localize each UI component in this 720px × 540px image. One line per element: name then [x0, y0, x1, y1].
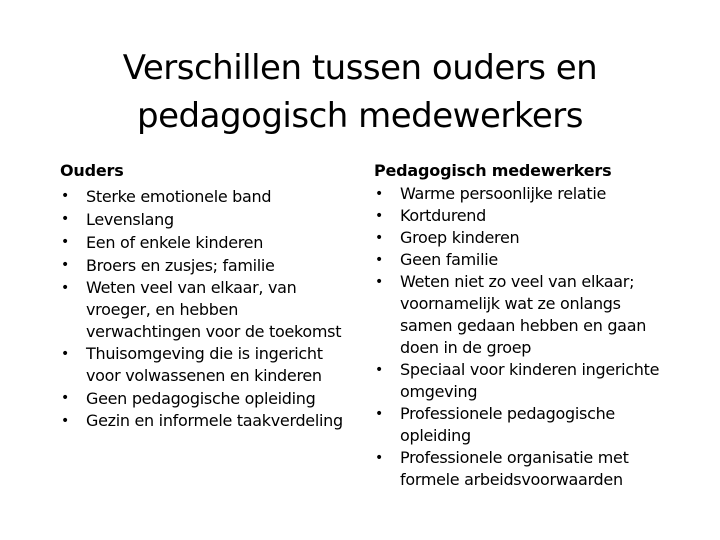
- list-item-text: Groep kinderen: [400, 228, 520, 247]
- list-item-text: Thuisomgeving die is ingericht voor volwassenen en kinderen: [86, 344, 323, 385]
- list-item: [374, 359, 674, 403]
- list-item: [60, 208, 350, 231]
- list-item: [60, 254, 350, 277]
- list-item-text: Speciaal voor kinderen ingerichte omgeving: [400, 360, 660, 401]
- list-item-text: Een of enkele kinderen: [86, 233, 264, 252]
- list-item-text: Professionele organisatie met formele arbeidsvoorwaarden: [400, 448, 629, 489]
- bullet-icon: •: [61, 413, 69, 429]
- list-item: [60, 231, 350, 254]
- list-item: [60, 277, 350, 343]
- slide-title-line-2: pedagogisch medewerkers: [137, 96, 583, 136]
- list-item: [374, 403, 674, 447]
- bullet-icon: •: [61, 280, 69, 296]
- list-item-text: Geen familie: [400, 250, 498, 269]
- list-item-text: Kortdurend: [400, 206, 487, 225]
- list-item-text: Warme persoonlijke relatie: [400, 184, 607, 203]
- ouders-column: [60, 160, 350, 432]
- slide-title: [0, 44, 720, 140]
- list-item-text: Professionele pedagogische opleiding: [400, 404, 615, 445]
- medewerkers-list: [374, 183, 674, 491]
- list-item: [374, 205, 674, 227]
- medewerkers-column: [374, 160, 674, 491]
- list-item: [60, 343, 350, 387]
- medewerkers-heading: Pedagogisch medewerkers: [374, 161, 612, 180]
- bullet-icon: •: [375, 450, 383, 466]
- list-item: [60, 387, 350, 410]
- bullet-icon: •: [61, 211, 69, 227]
- ouders-list: [60, 185, 350, 432]
- list-item: [374, 249, 674, 271]
- list-item-text: Gezin en informele taakverdeling: [86, 411, 343, 430]
- bullet-icon: •: [375, 230, 383, 246]
- bullet-icon: •: [375, 252, 383, 268]
- bullet-icon: •: [61, 390, 69, 406]
- list-item: [374, 183, 674, 205]
- bullet-icon: •: [375, 186, 383, 202]
- bullet-icon: •: [375, 274, 383, 290]
- bullet-icon: •: [61, 346, 69, 362]
- list-item: [374, 447, 674, 491]
- list-item: [374, 227, 674, 249]
- bullet-icon: •: [61, 234, 69, 250]
- list-item: [60, 410, 350, 432]
- list-item-text: Sterke emotionele band: [86, 187, 272, 206]
- list-item: [60, 185, 350, 208]
- bullet-icon: •: [375, 362, 383, 378]
- bullet-icon: •: [375, 208, 383, 224]
- bullet-icon: •: [61, 257, 69, 273]
- list-item: [374, 271, 674, 359]
- list-item-text: Broers en zusjes; familie: [86, 256, 275, 275]
- list-item-text: Weten veel van elkaar, van vroeger, en hebben verwachtingen voor de toekomst: [86, 278, 342, 341]
- bullet-icon: •: [375, 406, 383, 422]
- ouders-heading: Ouders: [60, 161, 124, 180]
- bullet-icon: •: [61, 188, 69, 204]
- list-item-text: Weten niet zo veel van elkaar; voornamelijk wat ze onlangs samen gedaan hebben en gaan doen in de groep: [400, 272, 647, 357]
- list-item-text: Geen pedagogische opleiding: [86, 389, 316, 408]
- list-item-text: Levenslang: [86, 210, 174, 229]
- slide-title-line-1: Verschillen tussen ouders en: [122, 48, 598, 88]
